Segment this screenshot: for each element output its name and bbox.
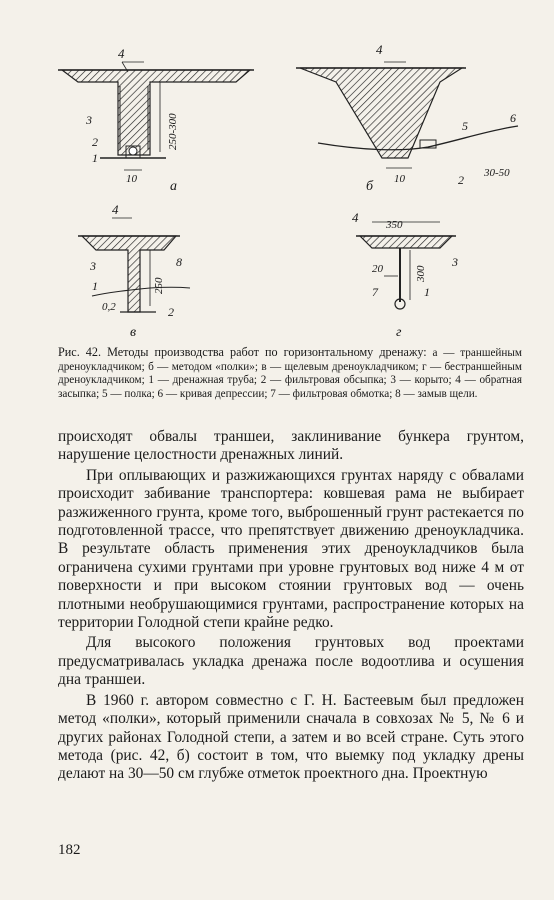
figure-caption [58,346,522,401]
v-label-3: 3 [90,259,96,273]
paragraph-2: При оплывающих и разжижающихся грунтах наряду с обвалами происходит забивание транспортера: ковшевая рама не выбирает разжиженного грунта, кроме того, выброшенный грунт растекается по подготовленной трассе, что препятствует движению дреноукладчика. В результате область применения этих дреноукладчиков была ограничена сухими грунтами при уровне грунтовых вод ниже 4 м от поверхности и при высоком стоянии грунтовых вод — очень плотными необрушающимися грунтами, распространение которых на территории Голодной степи крайне редко. [58,466,524,632]
figure-42 [0,0,554,340]
v-letter: в [130,325,137,340]
g-dim-width: 350 [386,219,403,231]
a-label-2: 2 [92,135,98,149]
a-label-3: 3 [86,113,92,127]
g-dim-depth: 300 [415,265,427,282]
diagram-a [58,46,254,194]
g-label-1: 1 [424,285,430,299]
v-dim-gap: 0,2 [102,301,116,313]
paragraph-4: В 1960 г. автором совместно с Г. Н. Бастеевым был предложен метод «полки», который применили сначала в совхозах № 5, № 6 и других районах Голодной степи, а затем и во всей стране. Суть этого метода (рис. 42, б) состоит в том, что выемку под укладку дрены делают на 30—50 см глубже отметок проектного дна. Проектную [58,691,524,783]
b-dim-depth: 30-50 [484,167,510,179]
a-letter: а [170,179,177,194]
v-label-8: 8 [176,255,182,269]
diagram-b [296,42,518,194]
a-dim-depth: 250-300 [167,113,179,150]
b-label-5: 5 [462,119,468,133]
g-dim-20: 20 [372,263,383,275]
figure-drawings [0,0,554,340]
b-dim-width: 10 [394,173,405,185]
v-label-4: 4 [112,202,119,217]
paragraph-1: происходят обвалы траншеи, заклинивание бункера грунтом, нарушение целостности дренажных линий. [58,428,524,464]
paragraph-3: Для высокого положения грунтовых вод проектами предусматривалась укладка дренажа после водоотлива и осушения дна траншеи. [58,634,524,689]
caption-text: а — траншейным дреноукладчиком; б — методом «полки»; в — щелевым дреноукладчиком; г — бестраншейным дреноукладчиком; 1 — дренажная труба; 2 — фильтровая обсыпка; 3 — корыто; 4 — обратная засыпка; 5 — полка; 6 — кривая депрессии; 7 — фильтровая обмотка; 8 — замыв щели. [58,347,523,400]
a-label-1: 1 [92,151,98,165]
v-label-2: 2 [168,305,174,319]
g-label-3: 3 [452,255,458,269]
diagram-v [78,202,190,340]
a-dim-width: 10 [126,173,137,185]
g-label-7: 7 [372,285,378,299]
a-label-4: 4 [118,46,125,61]
g-label-4: 4 [352,210,359,225]
b-label-6: 6 [510,111,516,125]
b-label-2: 2 [458,173,464,187]
caption-lead: Рис. 42. Методы производства работ по горизонтальному дренажу: [58,345,427,359]
g-letter: г [396,325,402,340]
v-label-1: 1 [92,279,98,293]
v-dim-depth: 250 [153,277,165,294]
page-number: 182 [58,842,81,858]
b-letter: б [366,179,374,194]
body-text [58,428,524,784]
diagram-g [352,210,458,340]
b-label-4: 4 [376,42,383,57]
